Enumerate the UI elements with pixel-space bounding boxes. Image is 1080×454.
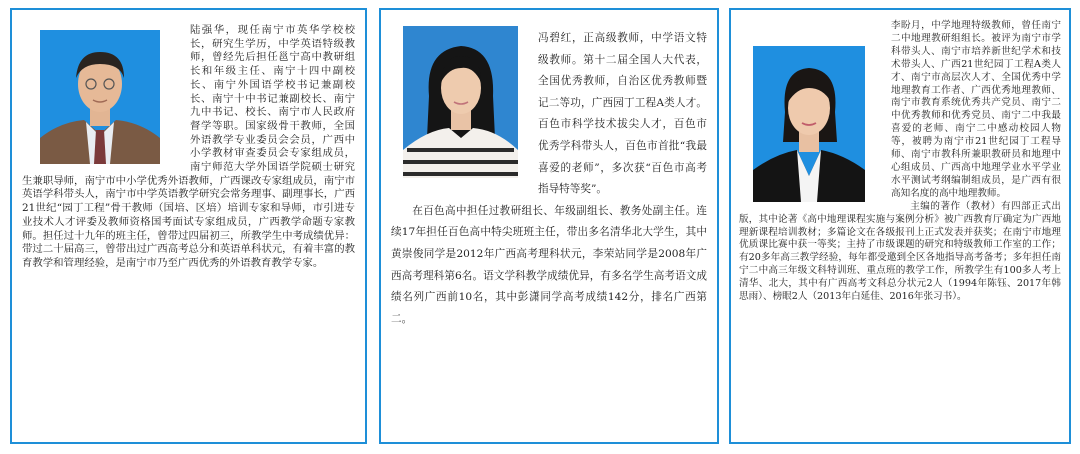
- teacher-card-1: [10, 8, 367, 444]
- teacher-card-2: [379, 8, 719, 444]
- bio-paragraph-1: 冯碧红，正高级教师，中学语文特级教师。第十二届全国人大代表，全国优秀教师，自治区优秀教师暨记二等功，广西园丁工程A类人才。百色市科学技术拔尖人才，百色市优秀学科带头人，百色市首批“我最喜爱的老师”，多次获“百色市高考指导特等奖”。: [538, 32, 707, 196]
- bio-paragraph-2: 主编的著作（教材）有四部正式出版，其中论著《高中地理课程实施与案例分析》被广西教育厅确定为广西地理新课程培训教材；多篇论文在各级报刊上正式发表并获奖；在南宁市地理优质课比赛中获一等奖；主持了市级课题的研究和特级教师工作室的工作；有20多年高三教学经验，每年都受邀到全区各地指导高考备考；多年担任南宁二中高三年级文科特训班、重点班的教学工作，所教学生有100多人考上清华、北大，其中有广西高考文科总分状元2人（1994年陈钰、2017年韩思雨）、榜眼2人（2013年白延佳、2016年张习书）。: [739, 200, 1061, 303]
- teacher-card-3: [729, 8, 1071, 444]
- bio-paragraph-1: 李盼月，中学地理特级教师，曾任南宁二中地理教研组组长。被评为南宁市学科带头人、南宁市培养新世纪学术和技术带头人、广西21世纪园丁工程A类人才、南宁市高层次人才、全国优秀中学地理教育工作者、广西优秀地理教师、南宁市教育系统优秀共产党员、南宁二中优秀教师和优秀党员、南宁二中我最喜爱的老师、南宁二中感动校园人物等，被聘为南宁市21世纪园丁工程导师、南宁市教科所兼职教研员和地理中心组成员、广西高中地理学业水平学业水平测试考纲编制组成员，是广西有很高知名度的高中地理教师。: [891, 20, 1061, 199]
- teacher-photo-1: [40, 30, 160, 164]
- teacher-photo-3: [753, 46, 865, 202]
- bio-paragraph-2: 在百色高中担任过教研组长、年级副组长、教务处副主任。连续17年担任百色高中特尖班班主任，带出多名清华北大学生，其中黄崇俊同学是2012年广西高考理科状元，李荣站同学是2008年广西高考理科第6名。语文学科教学成绩优异，有多名学生高考语文成绩名列广西前10名，其中彭潇同学高考成绩142分，排名广西第二。: [391, 204, 707, 325]
- bio-paragraph-1: 陆强华，现任南宁市英华学校校长，研究生学历，中学英语特级教师，曾经先后担任邕宁高中教研组长和年级主任、南宁十四中副校长、南宁外国语学校书记兼副校长、南宁十中书记兼副校长、南宁九中书记、校长、南宁市人民政府督学等职。国家级骨干教师，全国外语教学专业委员会会员，广西中小学教材审查委员会专家组成员，南宁师范大学外国语学院硕士研究生兼职导师，南宁市中小学优秀外语教师，广西课改专家组成员，南宁市英语学科带头人，南宁市中学英语教学研究会常务理事、副理事长，广西21世纪“园丁工程”骨干教师（国培、区培）培训专家和导师，市引进专业技术人才评委及教师资格国考面试专家组成员，广西教学命题专家教师。担任过十九年的班主任，曾带过四届初三，所教学生中考成绩优异：带过二十届高三，曾带出过广西高考总分和英语单科状元，有着丰富的教育教学和管理经验，是南宁市乃至广西优秀的外语教育教学专家。: [22, 24, 355, 269]
- teacher-photo-2: [403, 26, 518, 178]
